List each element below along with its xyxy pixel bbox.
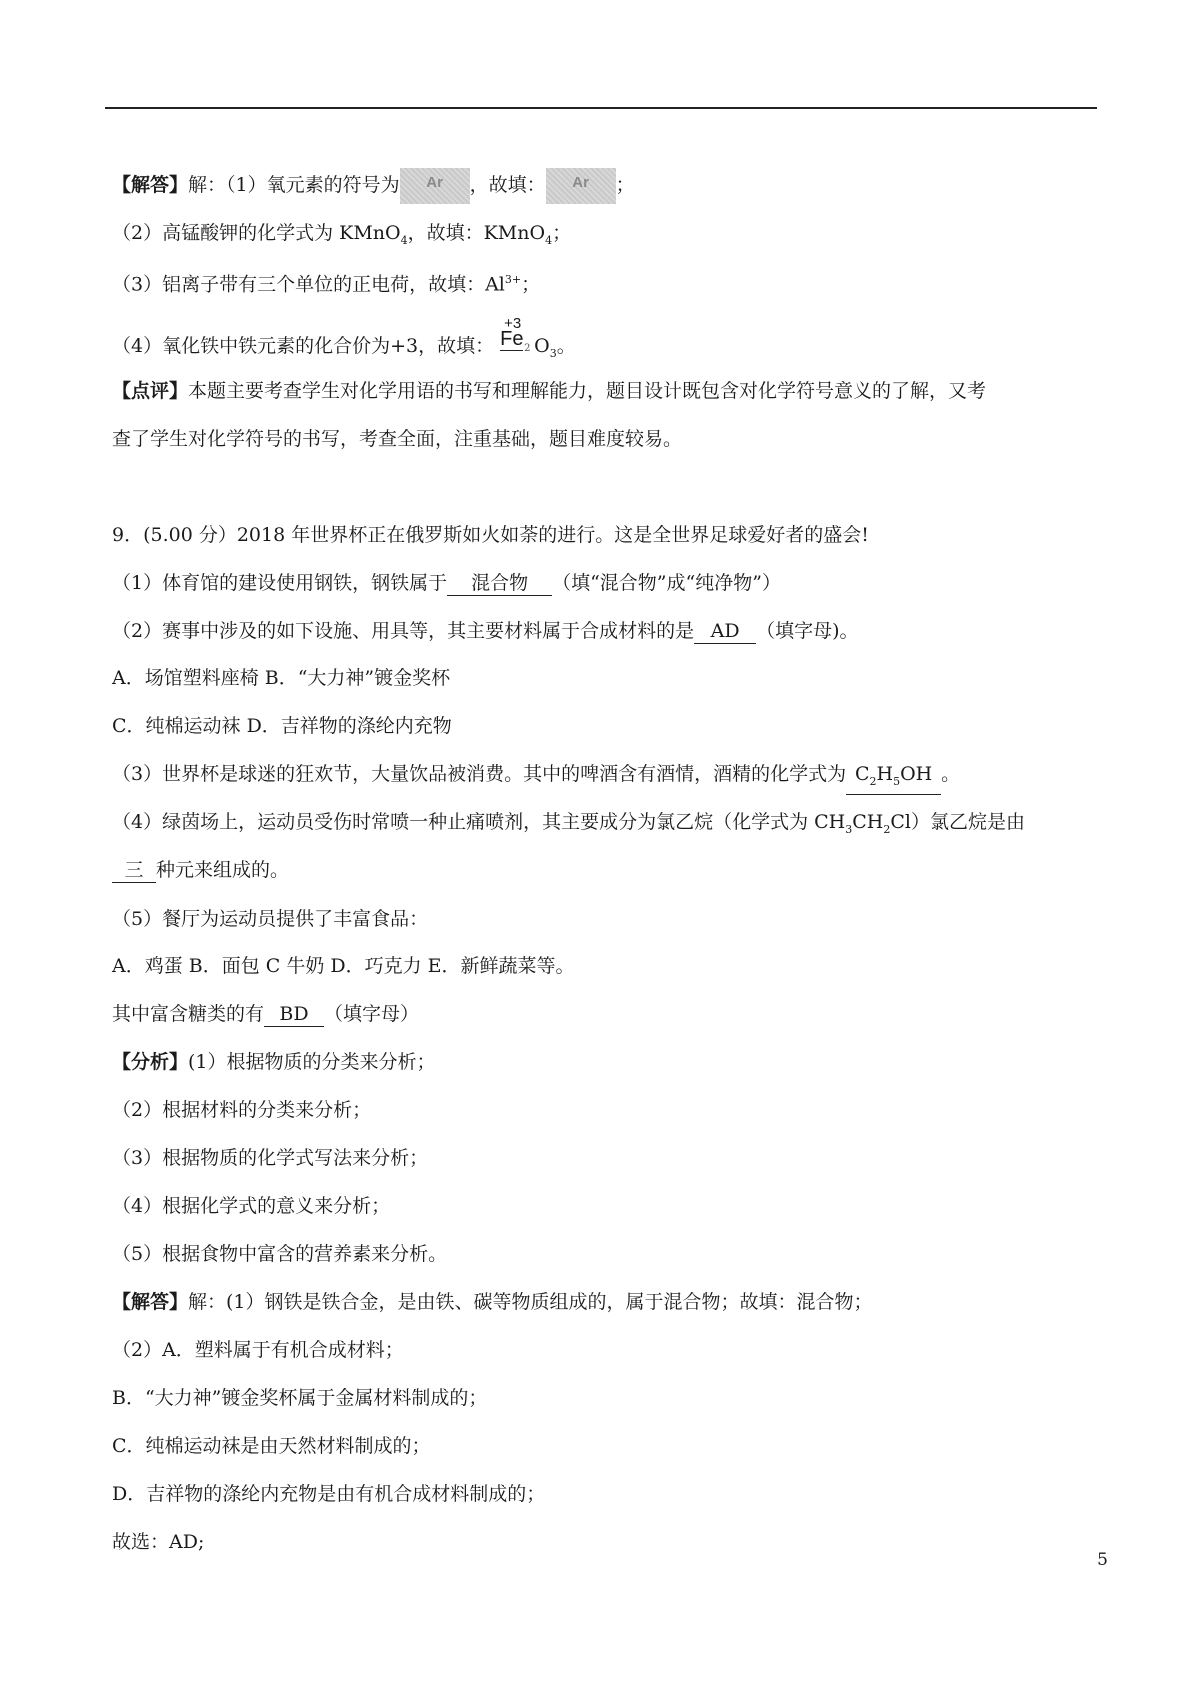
solution-d: D．吉祥物的涤纶内充物是由有机合成材料制成的； — [112, 1483, 546, 1505]
solution-c: C．纯棉运动袜是由天然材料制成的； — [112, 1435, 431, 1457]
header-rule — [105, 107, 1097, 109]
solution-b: B．“大力神”镀金奖杯属于金属材料制成的； — [112, 1387, 488, 1409]
valence-formula: +3 Fe 2 — [500, 315, 531, 354]
prev-answer-3: （3）铝离子带有三个单位的正电荷，故填：$Al^{3+}$； — [112, 273, 541, 296]
analysis-4: （4）根据化学式的意义来分析； — [112, 1195, 391, 1217]
q9-part-2: （2）赛事中涉及的如下设施、用具等，其主要材料属于合成材料的是 AD （填字母)。 — [112, 620, 859, 642]
answer-blank: 三 — [112, 858, 156, 883]
prev-answer-1 — [112, 168, 635, 204]
prev-answer-2: （2）高锰酸钾的化学式为 KMnO$_4$，故填：KMnO$_4$； — [112, 222, 572, 247]
analysis-5: （5）根据食物中富含的营养素来分析。 — [112, 1243, 448, 1265]
analysis-label: 【分析】 — [112, 1051, 189, 1073]
q9-part-4: （4）绿茵场上，运动员受伤时常喷一种止痛喷剂，其主要成分为氯乙烷（化学式为 $CH_3CH_2Cl$）氯乙烷是由 — [112, 811, 1025, 836]
q9-part-5-options: A．鸡蛋 B．面包 C 牛奶 D．巧克力 E．新鲜蔬菜等。 — [112, 955, 575, 977]
q9-part-3: （3）世界杯是球迷的狂欢节，大量饮品被消费。其中的啤酒含有酒情，酒精的化学式为 $C_2H_5OH$ 。 — [112, 760, 960, 795]
answer-text: ，故填： — [469, 174, 546, 196]
ar-symbol-image: Ar — [400, 168, 470, 204]
answer-blank: BD — [264, 1002, 324, 1027]
solution-e: 故选：AD; — [112, 1531, 205, 1553]
solution-1: 【解答】解：(1）钢铁是铁合金，是由铁、碳等物质组成的，属于混合物；故填：混合物； — [112, 1291, 873, 1313]
answer-blank: $C_2H_5OH$ — [846, 762, 941, 795]
analysis-3: （3）根据物质的化学式写法来分析； — [112, 1147, 429, 1169]
question-9-title: 9．(5.00 分）2018 年世界杯正在俄罗斯如火如荼的进行。这是全世界足球爱好者的盛会! — [112, 524, 869, 546]
answer-text: 解：（1）氧元素的符号为 — [188, 174, 400, 196]
answer-text: ； — [615, 174, 635, 196]
analysis-1: 【分析】(1）根据物质的分类来分析； — [112, 1051, 436, 1073]
q9-options-cd: C．纯棉运动袜 D．吉祥物的涤纶内充物 — [112, 715, 452, 737]
prev-answer-4: （4）氧化铁中铁元素的化合价为+3，故填： +3 Fe 2 $O_3$。 — [112, 315, 576, 360]
analysis-2: （2）根据材料的分类来分析； — [112, 1099, 372, 1121]
page-number: 5 — [1097, 1550, 1108, 1570]
answer-blank: AD — [694, 619, 756, 644]
q9-part-5-question: 其中富含糖类的有 BD （填字母） — [112, 1003, 420, 1025]
q9-options-ab: A．场馆塑料座椅 B．“大力神”镀金奖杯 — [112, 667, 451, 689]
answer-blank: 混合物 — [447, 571, 552, 596]
comment-label: 【点评】 — [112, 380, 189, 402]
prev-comment-1: 【点评】本题主要考查学生对化学用语的书写和理解能力，题目设计既包含对化学符号意义的了解，又考 — [112, 380, 987, 402]
prev-comment-2: 查了学生对化学符号的书写，考查全面，注重基础，题目难度较易。 — [112, 428, 683, 450]
answer-label: 【解答】 — [112, 174, 189, 196]
q9-part-4-cont: 三 种元来组成的。 — [112, 856, 289, 884]
solution-2: （2）A．塑料属于有机合成材料； — [112, 1339, 404, 1361]
q9-part-1: （1）体育馆的建设使用钢铁，钢铁属于 混合物 （填“混合物”成“纯净物”） — [112, 572, 781, 594]
ar-symbol-image: Ar — [546, 168, 616, 204]
q9-part-5: （5）餐厅为运动员提供了丰富食品： — [112, 908, 429, 930]
solution-label: 【解答】 — [112, 1291, 189, 1313]
